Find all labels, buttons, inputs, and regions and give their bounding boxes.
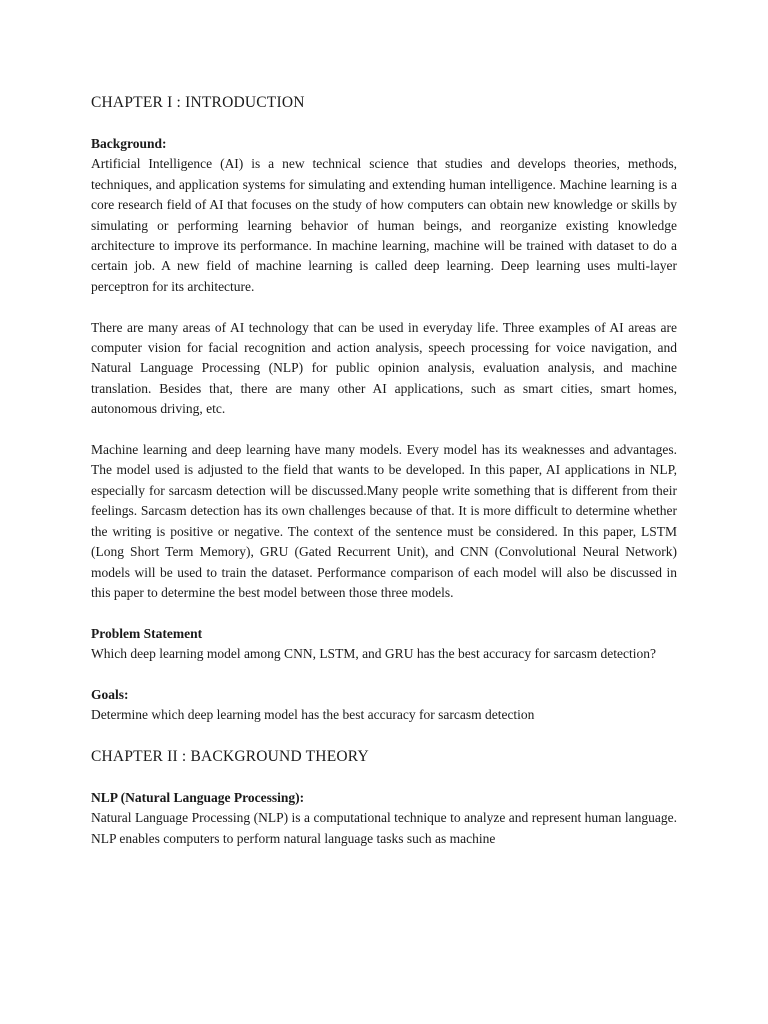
paragraph-spacer xyxy=(91,420,677,440)
background-paragraph-2: There are many areas of AI technology that can be used in everyday life. Three examples of AI areas are computer vision for facial recognition and action analysis, speech processing for voice navigation, and Natural Language Processing (NLP) for public opinion analysis, evaluation analysis, and machine translation. Besides that, there are many other AI applications, such as smart cities, smart homes, autonomous driving, etc. xyxy=(91,319,677,417)
nlp-heading: NLP (Natural Language Processing): xyxy=(91,789,305,805)
chapter-1-title: CHAPTER I : INTRODUCTION xyxy=(91,94,305,111)
problem-statement-text: Which deep learning model among CNN, LSTM, and GRU has the best accuracy for sarcasm detection? xyxy=(91,646,656,662)
paragraph-spacer xyxy=(91,297,677,317)
problem-statement-heading: Problem Statement xyxy=(91,625,203,641)
background-paragraph-1: Artificial Intelligence (AI) is a new technical science that studies and develops theories, methods, techniques, and application systems for simulating and extending human intelligence. Machine learning is a core research field of AI that focuses on the study of how computers can obtain new knowledge or skills by simulating or performing learning behavior of human beings, and reorganize existing knowledge architecture to improve its performance. In machine learning, machine will be trained with dataset to do a certain job. A new field of machine learning is called deep learning. Deep learning uses multi-layer perceptron for its architecture. xyxy=(91,156,677,294)
background-paragraph-3: Machine learning and deep learning have many models. Every model has its weaknesses and advantages. The model used is adjusted to the field that wants to be developed. In this paper, AI applications in NLP, especially for sarcasm detection will be discussed.Many people write something that is different from their feelings. Sarcasm detection has its own challenges because of that. It is more difficult to determine whether the writing is positive or negative. The context of the sentence must be considered. In this paper, LSTM (Long Short Term Memory), GRU (Gated Recurrent Unit), and CNN (Convolutional Neural Network) models will be used to train the dataset. Performance comparison of each model will also be discussed in this paper to determine the best model between those three models. xyxy=(91,442,677,600)
paragraph-spacer xyxy=(91,665,677,685)
background-heading: Background: xyxy=(91,136,167,151)
paragraph-spacer xyxy=(91,603,677,623)
goals-heading: Goals: xyxy=(91,686,129,702)
goals-text: Determine which deep learning model has the best accuracy for sarcasm detection xyxy=(91,707,535,723)
nlp-paragraph: Natural Language Processing (NLP) is a computational technique to analyze and represent human language. NLP enables computers to perform natural language tasks such as machine xyxy=(91,810,677,846)
document-page xyxy=(91,92,677,849)
chapter-2-title: CHAPTER II : BACKGROUND THEORY xyxy=(91,747,369,765)
